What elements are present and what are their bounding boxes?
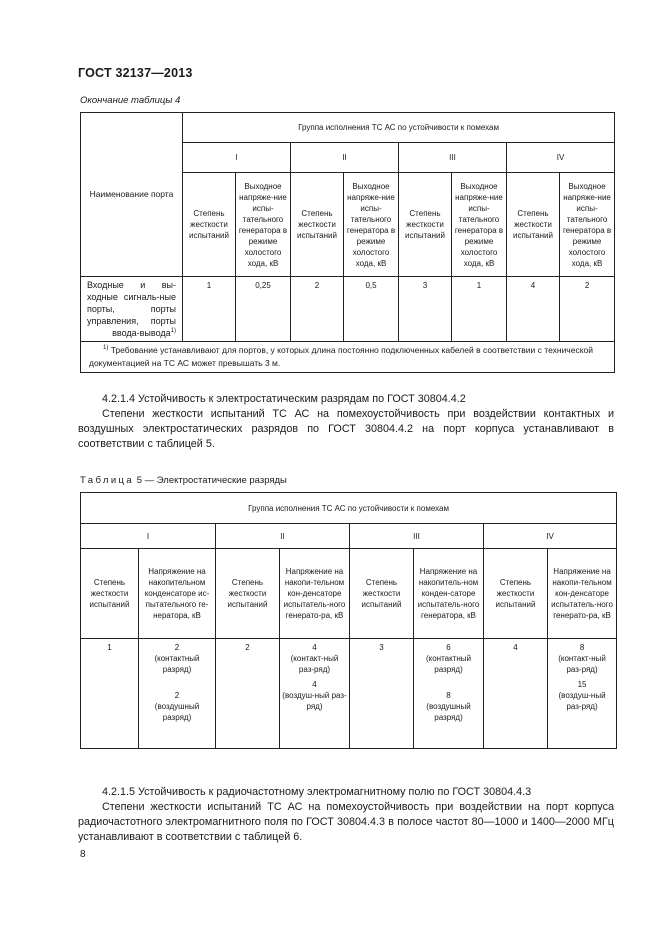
air-value: 4: [312, 680, 317, 689]
voltage-values: [548, 639, 617, 749]
air-value: 2: [174, 691, 180, 700]
degree-value: 3: [350, 639, 414, 749]
contact-label: (контактный разряд): [154, 654, 200, 674]
air-label: (воздуш-ный раз-ряд): [558, 691, 606, 711]
voltage-header: Выходное напряже-ние испы-тательного генератора в режиме холостого хода, кВ: [236, 173, 291, 277]
table5-caption: [80, 475, 287, 486]
air-label: (воздушный разряд): [154, 702, 200, 722]
voltage-header: Напряжение на накопительном конденсаторе ис-пытательного ге-нератора, кВ: [139, 549, 216, 639]
table4-footnote: [81, 342, 615, 373]
contact-label: (контакт-ный раз-ряд): [290, 654, 339, 674]
air-value: 15: [577, 680, 587, 689]
page-number: 8: [80, 849, 86, 860]
group-i: I: [183, 143, 291, 173]
table-4: [80, 112, 615, 373]
degree-value: 1: [81, 639, 139, 749]
value-cell: 2: [291, 277, 344, 342]
group-iii: III: [350, 524, 484, 549]
table-5: [80, 492, 617, 749]
value-cell: 1: [452, 277, 507, 342]
voltage-values: [280, 639, 350, 749]
value-cell: 1: [183, 277, 236, 342]
degree-header: Степень жесткости испытаний: [350, 549, 414, 639]
group-header: Группа исполнения ТС АС по устойчивости к помехам: [183, 113, 615, 143]
value-cell: 3: [399, 277, 452, 342]
group-iv: IV: [484, 524, 617, 549]
contact-value: 2: [174, 643, 180, 652]
value-cell: 0,5: [344, 277, 399, 342]
table5-caption-word: Таблица: [80, 475, 135, 486]
degree-header: Степень жесткости испытаний: [183, 173, 236, 277]
table4-caption: Окончание таблицы 4: [80, 95, 181, 106]
group-ii: II: [216, 524, 350, 549]
voltage-header: Выходное напряже-ние испы-тательного генератора в режиме холостого хода, кВ: [344, 173, 399, 277]
section-4-2-1-4: [78, 392, 614, 452]
contact-value: 4: [312, 643, 317, 652]
degree-value: 4: [484, 639, 548, 749]
document-header: ГОСТ 32137—2013: [78, 66, 193, 80]
group-i: I: [81, 524, 216, 549]
contact-value: 6: [446, 643, 451, 652]
contact-value: 8: [579, 643, 585, 652]
section-text: Степени жесткости испытаний ТС АС на помехоустойчивость при воздействии на порт корпуса радиочастотного электромагнитного поля по ГОСТ 30804.4.3 в полосе частот 80—1000 и 1400—2000 МГц устанавливают в соответствии с таблицей 6.: [78, 801, 614, 843]
port-footnote-mark: 1): [170, 328, 176, 334]
contact-label: (контакт-ный раз-ряд): [558, 654, 606, 674]
section-heading: 4.2.1.5 Устойчивость к радиочастотному электромагнитному полю по ГОСТ 30804.4.3: [102, 786, 532, 798]
footnote-mark: 1): [103, 345, 109, 352]
port-name-cell: [81, 277, 183, 342]
contact-label: (контактный разряд): [425, 654, 472, 674]
voltage-header: Напряжение на накопи-тельном кон-денсаторе испытатель-ного генерато-ра, кВ: [280, 549, 350, 639]
degree-header: Степень жесткости испытаний: [507, 173, 560, 277]
group-header: Группа исполнения ТС АС по устойчивости к помехам: [81, 493, 617, 524]
voltage-header: Выходное напряже-ние испы-тательного генератора в режиме холостого хода, кВ: [452, 173, 507, 277]
value-cell: 0,25: [236, 277, 291, 342]
degree-header: Степень жесткости испытаний: [484, 549, 548, 639]
air-value: 8: [446, 691, 451, 700]
voltage-values: [139, 639, 216, 749]
air-label: (воздуш-ный раз-ряд): [282, 691, 347, 711]
degree-value: 2: [216, 639, 280, 749]
voltage-header: Напряжение на накопи-тельном кон-денсаторе испытатель-ного генерато-ра, кВ: [548, 549, 617, 639]
table5-caption-title: 5 — Электростатические разряды: [136, 475, 287, 486]
port-name-header: Наименование порта: [81, 113, 183, 277]
degree-header: Степень жесткости испытаний: [399, 173, 452, 277]
voltage-header: Выходное напряже-ние испы-тательного генератора в режиме холостого хода, кВ: [560, 173, 615, 277]
section-heading: 4.2.1.4 Устойчивость к электростатическим разрядам по ГОСТ 30804.4.2: [102, 393, 466, 405]
voltage-header: Напряжение на накопитель-ном конден-саторе испытатель-ного генератора, кВ: [414, 549, 484, 639]
group-iii: III: [399, 143, 507, 173]
group-iv: IV: [507, 143, 615, 173]
section-4-2-1-5: [78, 785, 614, 845]
section-text: Степени жесткости испытаний ТС АС на помехоустойчивость при воздействии контактных и воздушных электростатических разрядов по ГОСТ 30804.4.2 на порт корпуса устанавливают в соответствии с таблицей 5.: [78, 408, 614, 450]
voltage-values: [414, 639, 484, 749]
degree-header: Степень жесткости испытаний: [216, 549, 280, 639]
degree-header: Степень жесткости испытаний: [291, 173, 344, 277]
footnote-text: Требование устанавливают для портов, у которых длина постоянно подключенных кабелей в соответствии с технической документацией на ТС АС может превышать 3 м.: [89, 345, 594, 368]
degree-header: Степень жесткости испытаний: [81, 549, 139, 639]
value-cell: 2: [560, 277, 615, 342]
group-ii: II: [291, 143, 399, 173]
value-cell: 4: [507, 277, 560, 342]
air-label: (воздушный разряд): [426, 702, 471, 722]
port-name-text: Входные и вы-ходные сигналь-ные порты, порты управления, порты ввода-вывода: [87, 280, 176, 338]
